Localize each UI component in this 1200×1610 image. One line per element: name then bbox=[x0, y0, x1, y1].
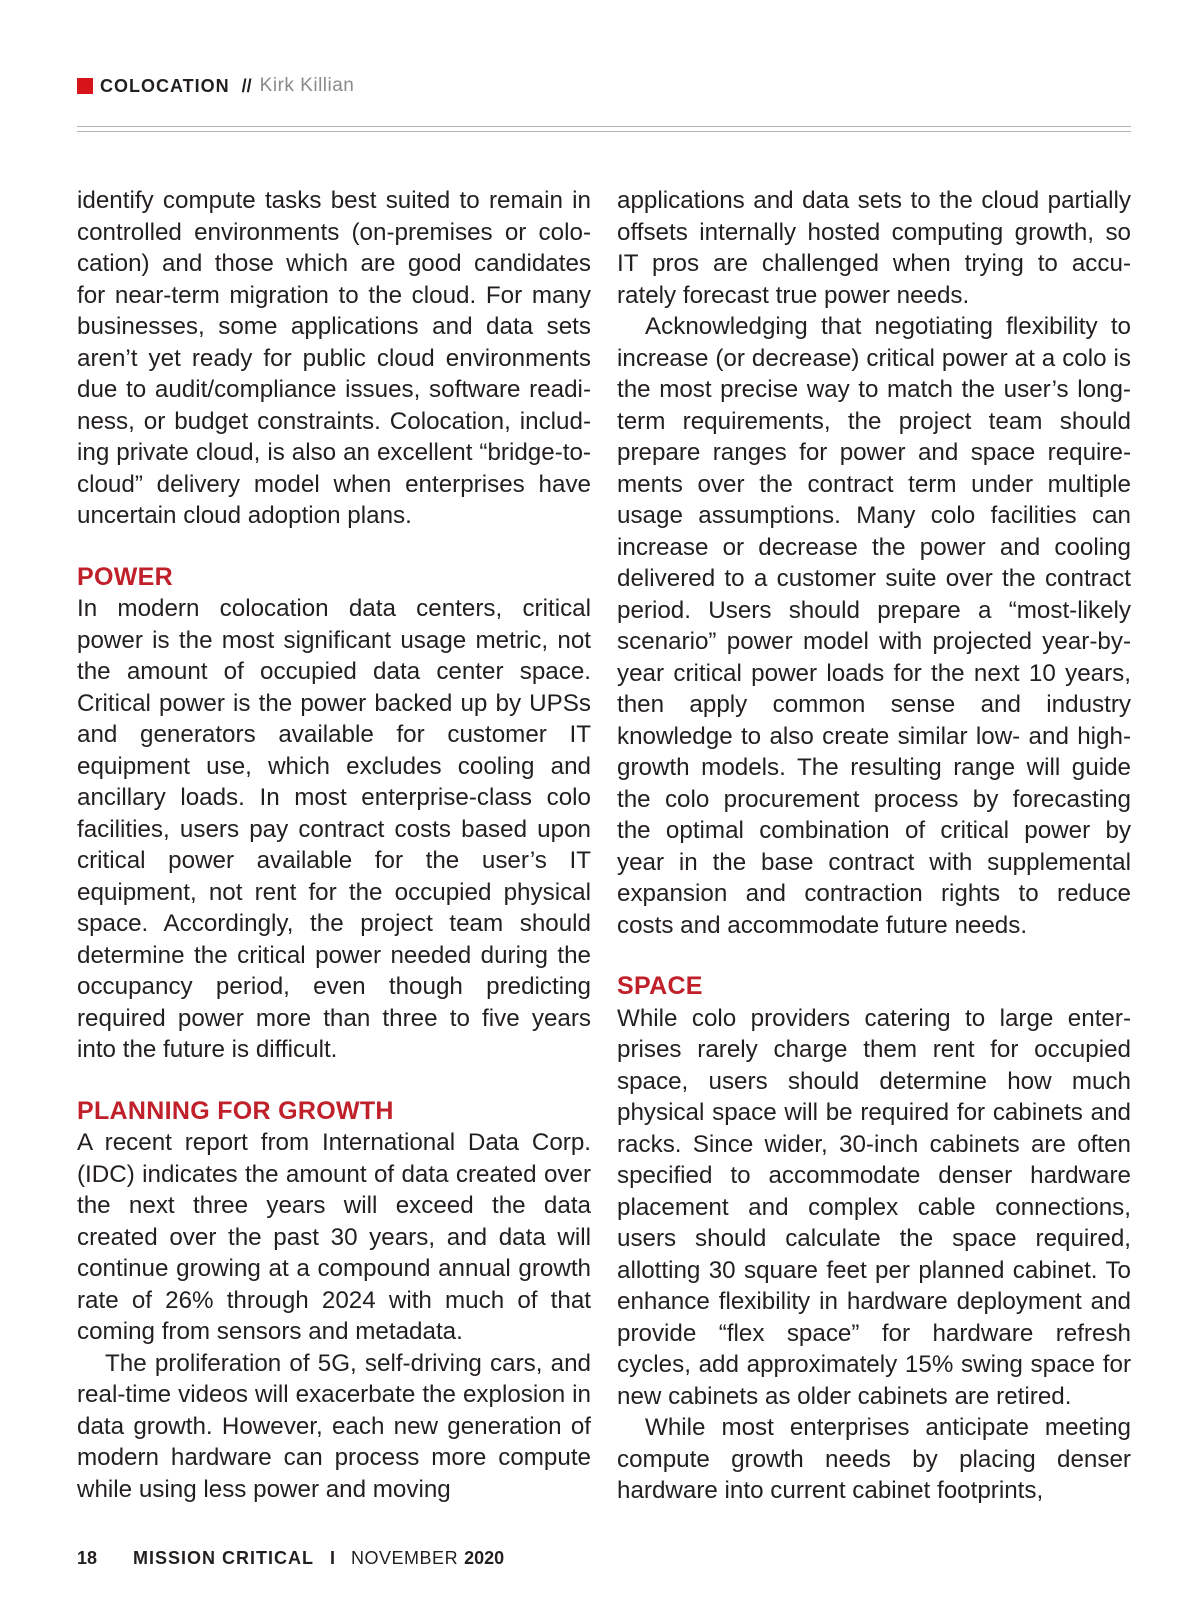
issue-year: 2020 bbox=[464, 1548, 505, 1568]
running-footer bbox=[77, 1548, 504, 1569]
body-paragraph: In modern colocation data centers, critical power is the most significant usage metric, not the amount of occupied data center space. Critical power is the power backed up by UPSs and generators available for customer IT equipment use, which excludes cooling and ancillary loads. In most enterprise-class colo facilities, users pay contract costs based upon critical power available for the user’s IT equipment, not rent for the occupied physical space. Accordingly, the project team should determine the critical power needed during the occupancy period, even though predicting required power more than three to five years into the future is difficult. bbox=[77, 595, 591, 1063]
author-name: Kirk Killian bbox=[259, 75, 355, 96]
body-paragraph: While colo providers catering to large enterprises rarely charge them rent for occupied space, users should determine how much physical space will be required for cabinets and racks. Since wider, 30-inch cabinets are often specified to accommodate denser hardware placement and complex cable connections, users should calculate the space required, allotting 30 square feet per planned cabinet. To enhance flexibility in hardware deployment and provide “flex space” for hardware refresh cycles, add approximately 15% swing space for new cabinets as older cabinets are retired. bbox=[617, 1004, 1131, 1410]
heading-power: POWER bbox=[77, 562, 173, 591]
body-paragraph: applications and data sets to the cloud partially offsets internally hosted computing growth, so IT pros are challenged when trying to accurately forecast true power needs. bbox=[617, 187, 1131, 309]
body-paragraph: While most enterprises anticipate meeting compute growth needs by placing denser hardware into current cabinet footprints, bbox=[617, 1414, 1131, 1504]
running-header bbox=[77, 71, 354, 101]
left-column bbox=[77, 185, 591, 1505]
page-number: 18 bbox=[77, 1548, 98, 1568]
issue-month: NOVEMBER bbox=[351, 1548, 459, 1568]
heading-planning-for-growth: PLANNING FOR GROWTH bbox=[77, 1096, 394, 1125]
heading-space: SPACE bbox=[617, 972, 703, 1000]
body-paragraph: The proliferation of 5G, self-driving cars, and real-time videos will exacerbate the explosion in data growth. However, each new generation of modern hardware can process more compute while using less power and moving bbox=[77, 1349, 591, 1503]
header-separator: // bbox=[241, 75, 252, 96]
right-column bbox=[617, 185, 1131, 1507]
section-label: COLOCATION bbox=[100, 75, 230, 96]
body-paragraph: A recent report from International Data Corp. (IDC) indicates the amount of data created over the next three years will exceed the data created over the past 30 years, and data will continue growing at a compound annual growth rate of 26% through 2024 with much of that coming from sensors and metadata. bbox=[77, 1129, 591, 1345]
header-rule-bottom bbox=[77, 131, 1131, 132]
magazine-name: MISSION CRITICAL bbox=[133, 1548, 315, 1568]
footer-divider: I bbox=[330, 1548, 336, 1568]
section-marker-icon bbox=[77, 78, 93, 94]
body-paragraph: identify compute tasks best suited to remain in controlled environments (on-premises or colocation) and those which are good candidates for near-term migration to the cloud. For many businesses, some applications and data sets aren’t yet ready for public cloud environments due to audit/compliance issues, software readiness, or budget constraints. Colocation, including private cloud, is also an excellent “bridge-to-cloud” delivery model when enterprises have uncertain cloud adoption plans. bbox=[77, 187, 591, 529]
body-paragraph: Acknowledging that negotiating flexibility to increase (or decrease) critical power at a colo is the most precise way to match the user’s long-term requirements, the project team should prepare ranges for power and space requirements over the contract term under multiple usage assumptions. Many colo facilities can increase or decrease the power and cooling delivered to a customer suite over the contract period. Users should prepare a “most-likely scenario” power model with projected year-by-year critical power loads for the next 10 years, then apply common sense and industry knowledge to also create similar low- and high-growth models. The resulting range will guide the colo procurement process by forecasting the optimal combination of critical power by year in the base contract with supplemental expansion and contraction rights to reduce costs and accommodate future needs. bbox=[617, 313, 1131, 939]
header-rule-top bbox=[77, 126, 1131, 127]
